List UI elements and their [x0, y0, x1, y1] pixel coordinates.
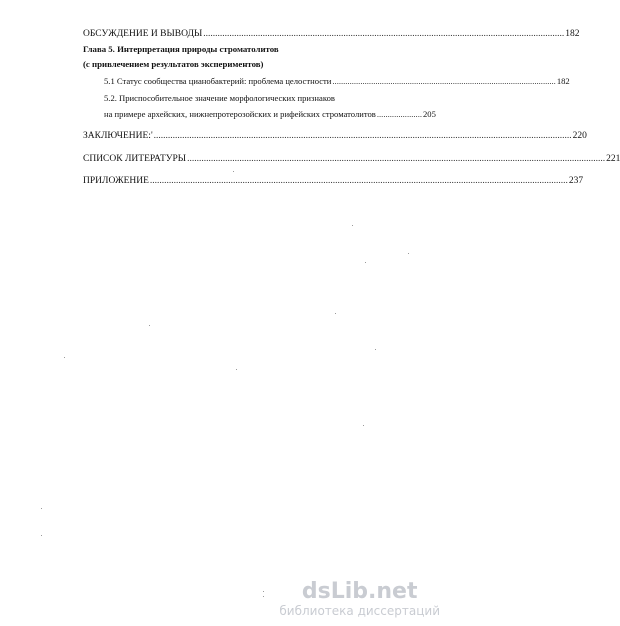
scan-speck — [363, 425, 364, 426]
leader-dots: ................................................................................................................................................................................ — [187, 154, 606, 164]
scan-speck — [263, 591, 264, 592]
toc-entry-page: 205 — [423, 109, 436, 119]
scan-speck — [375, 349, 376, 350]
scan-speck — [263, 596, 264, 597]
watermark-brand: dsLib.net — [301, 579, 418, 604]
chapter-5-subtitle: (с привлечением результатов экспериментов) — [83, 59, 264, 69]
toc-entry-5-1[interactable] — [104, 76, 570, 86]
toc-entry-label: ОБСУЖДЕНИЕ И ВЫВОДЫ — [83, 29, 203, 39]
chapter-5-title[interactable]: Глава 5. Интерпретация природы строматолитов — [83, 44, 279, 54]
leader-dots: ........................................................................................................................................................ — [203, 29, 565, 39]
leader-dots: ..................... — [376, 109, 422, 119]
scan-speck — [64, 357, 65, 358]
scan-speck — [149, 325, 150, 326]
watermark-tagline: библиотека диссертаций — [279, 604, 440, 618]
toc-entry-5-2-title[interactable]: 5.2. Приспособительное значение морфологических признаков — [104, 93, 335, 103]
scan-speck — [233, 171, 234, 172]
toc-entry-label: 5.1 Статус сообщества цианобактерий: проблема целостности — [104, 76, 332, 86]
toc-entry-page: 221 — [606, 154, 620, 164]
toc-entry-page: 182 — [556, 76, 570, 86]
leader-dots: ................................................................................................................................................................................ — [149, 176, 568, 186]
scan-speck — [236, 369, 237, 370]
toc-entry-discussion[interactable] — [83, 29, 580, 39]
toc-entry-conclusion[interactable] — [83, 131, 587, 141]
toc-entry-label: ПРИЛОЖЕНИЕ — [83, 176, 149, 186]
toc-entry-label: ЗАКЛЮЧЕНИЕ:' — [83, 131, 153, 141]
scan-speck — [335, 313, 336, 314]
toc-entry-page: 220 — [572, 131, 587, 141]
scan-speck — [365, 262, 366, 263]
scan-speck — [41, 535, 42, 536]
toc-entry-page: 182 — [565, 29, 580, 39]
scan-speck — [41, 508, 42, 509]
toc-entry-references[interactable] — [83, 154, 620, 164]
scan-speck — [408, 253, 409, 254]
toc-entry-5-2[interactable] — [104, 109, 436, 119]
toc-entry-page: 237 — [568, 176, 584, 186]
watermark-logo — [279, 580, 440, 618]
toc-entry-label: на примере архейских, нижнепротерозойских и рифейских строматолитов — [104, 109, 376, 119]
toc-entry-label: СПИСОК ЛИТЕРАТУРЫ — [83, 154, 187, 164]
leader-dots: ........................................................................................................ — [332, 76, 556, 86]
scan-speck — [352, 225, 353, 226]
toc-entry-appendix[interactable] — [83, 176, 584, 186]
leader-dots: ................................................................................................................................................................................ — [153, 131, 572, 141]
